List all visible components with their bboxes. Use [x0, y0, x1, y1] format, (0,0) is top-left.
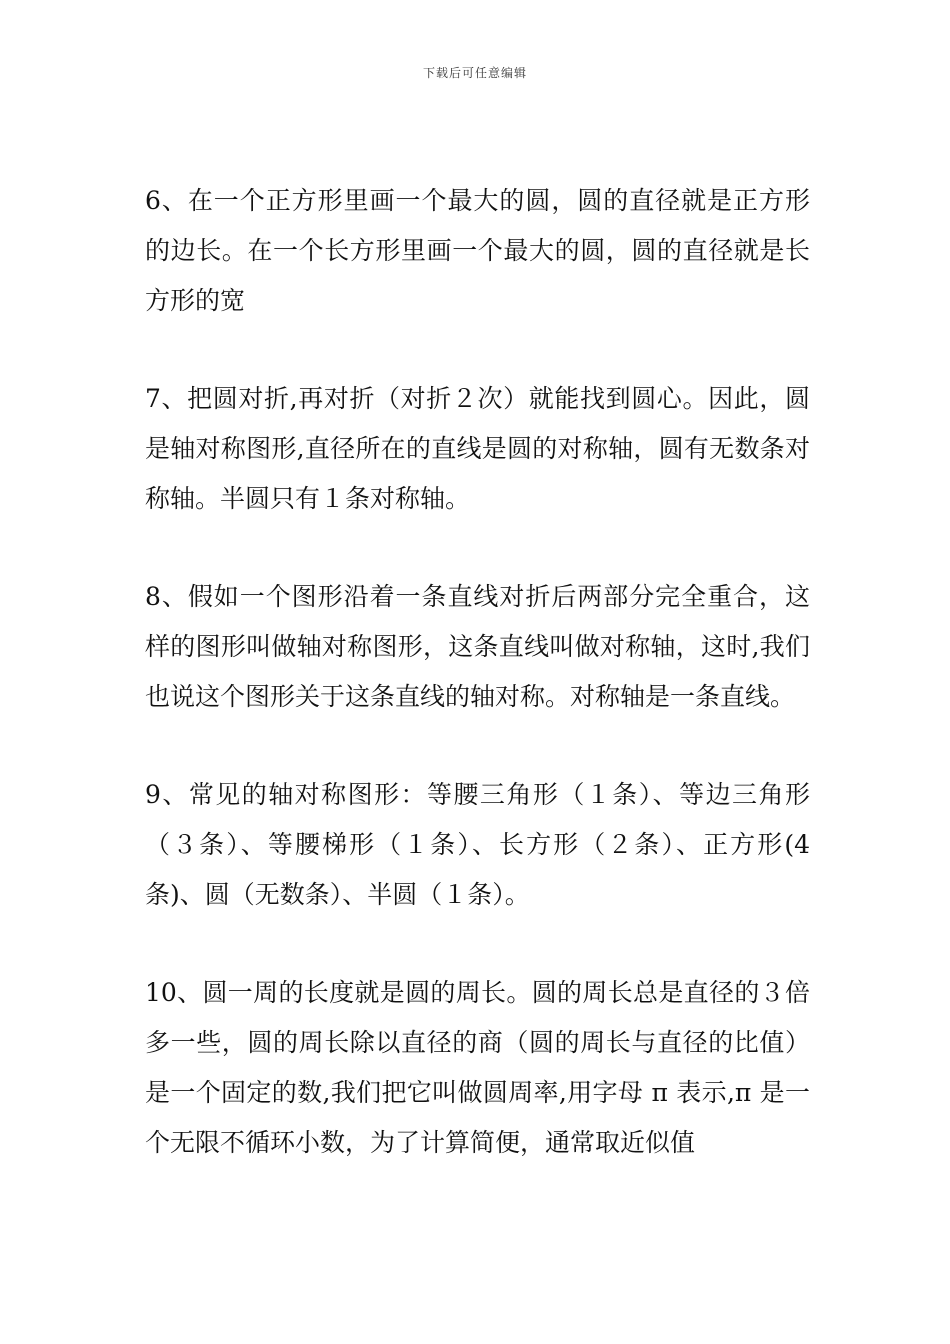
- paragraph-8: 8、假如一个图形沿着一条直线对折后两部分完全重合，这样的图形叫做轴对称图形，这条直线叫做对称轴，这时,我们也说这个图形关于这条直线的轴对称。对称轴是一条直线。: [145, 582, 810, 711]
- document-body: [145, 176, 810, 1216]
- paragraph-6: 6、在一个正方形里画一个最大的圆，圆的直径就是正方形的边长。在一个长方形里画一个最大的圆，圆的直径就是长方形的宽: [145, 186, 810, 315]
- paragraph-9: 9、常见的轴对称图形：等腰三角形（１条）、等边三角形（３条）、等腰梯形（１条）、长方形（２条）、正方形(4条)、圆（无数条）、半圆（１条）。: [145, 780, 810, 909]
- paragraph-7: 7、把圆对折,再对折（对折２次）就能找到圆心。因此，圆是轴对称图形,直径所在的直线是圆的对称轴，圆有无数条对称轴。半圆只有１条对称轴。: [145, 384, 810, 513]
- page-header: 下载后可任意编辑: [422, 66, 527, 80]
- paragraph-10: 10、圆一周的长度就是圆的周长。圆的周长总是直径的３倍多一些，圆的周长除以直径的商（圆的周长与直径的比值）是一个固定的数,我们把它叫做圆周率,用字母 π 表示,π 是一个无限不循环小数，为了计算简便，通常取近似值: [145, 978, 810, 1157]
